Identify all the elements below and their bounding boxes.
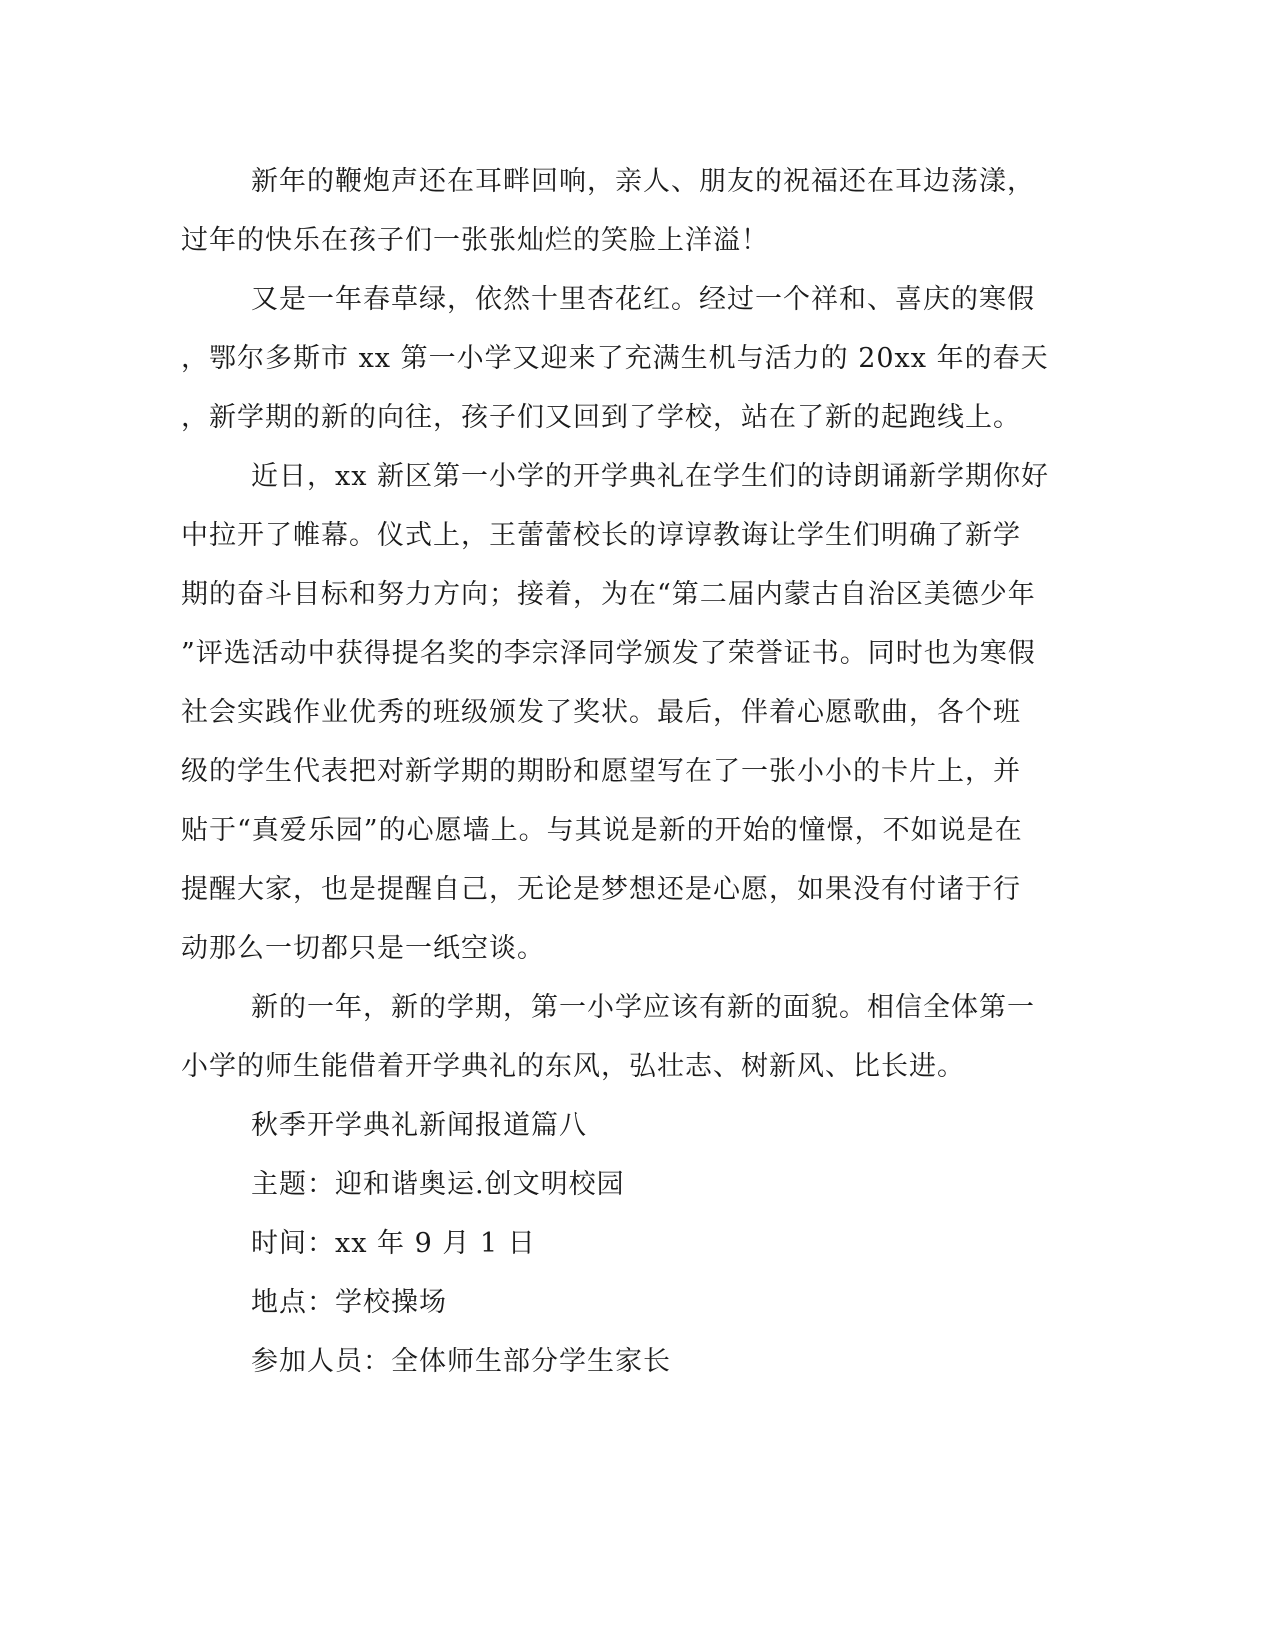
paragraph-4-line-2: 小学的师生能借着开学典礼的东风，弘壮志、树新风、比长进。 (181, 1051, 965, 1082)
paragraph-1-line-1: 新年的鞭炮声还在耳畔回响，亲人、朋友的祝福还在耳边荡漾， (251, 166, 1035, 197)
paragraph-2-line-1: 又是一年春草绿，依然十里杏花红。经过一个祥和、喜庆的寒假 (251, 284, 1035, 315)
paragraph-3-line-8: 提醒大家，也是提醒自己，无论是梦想还是心愿，如果没有付诸于行 (181, 874, 1021, 905)
paragraph-3-line-9: 动那么一切都只是一纸空谈。 (181, 933, 545, 964)
participants-line: 参加人员：全体师生部分学生家长 (251, 1346, 671, 1377)
paragraph-3-line-6: 级的学生代表把对新学期的期盼和愿望写在了一张小小的卡片上，并 (181, 756, 1021, 787)
paragraph-3-line-4: ”评选活动中获得提名奖的李宗泽同学颁发了荣誉证书。同时也为寒假 (181, 638, 1036, 669)
theme-line: 主题：迎和谐奥运.创文明校园 (251, 1169, 625, 1200)
paragraph-3-line-2: 中拉开了帷幕。仪式上，王蕾蕾校长的谆谆教诲让学生们明确了新学 (181, 520, 1021, 551)
paragraph-1-line-2: 过年的快乐在孩子们一张张灿烂的笑脸上洋溢！ (181, 225, 769, 256)
section-heading: 秋季开学典礼新闻报道篇八 (251, 1110, 587, 1141)
paragraph-2-line-3: ，新学期的新的向往，孩子们又回到了学校，站在了新的起跑线上。 (181, 402, 1021, 433)
time-line: 时间：xx 年 9 月 1 日 (251, 1228, 536, 1259)
paragraph-3-line-5: 社会实践作业优秀的班级颁发了奖状。最后，伴着心愿歌曲，各个班 (181, 697, 1021, 728)
paragraph-3-line-1: 近日，xx 新区第一小学的开学典礼在学生们的诗朗诵新学期你好 (251, 461, 1050, 492)
paragraph-2-line-2: ，鄂尔多斯市 xx 第一小学又迎来了充满生机与活力的 20xx 年的春天 (181, 343, 1049, 374)
paragraph-3-line-7: 贴于“真爱乐园”的心愿墙上。与其说是新的开始的憧憬，不如说是在 (181, 815, 1023, 846)
paragraph-3-line-3: 期的奋斗目标和努力方向；接着，为在“第二届内蒙古自治区美德少年 (181, 579, 1036, 610)
location-line: 地点：学校操场 (251, 1287, 447, 1318)
paragraph-4-line-1: 新的一年，新的学期，第一小学应该有新的面貌。相信全体第一 (251, 992, 1035, 1023)
